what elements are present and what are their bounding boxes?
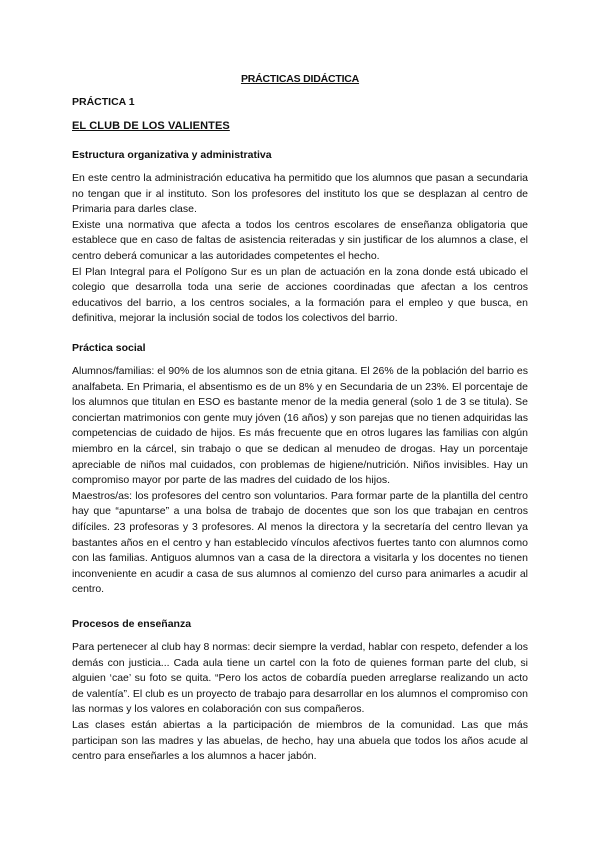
paragraph: Maestros/as: los profesores del centro son voluntarios. Para formar parte de la plantilla del centro hay que “apuntarse” a una bolsa de trabajo de docentes que son los que trabajan en centros difíciles. 23 profesoras y 3 profesores. Al menos la directora y la secretaría del centro llevan ya bastantes años en el centro y han establecido vínculos afectivos fuertes tanto con alumnos como con las familias. Antiguos alumnos van a casa de la directora a visitarla y los docentes no tienen inconveniente en acudir a casa de sus alumnos al comienzo del curso para animarles a acudir al centro. [72, 489, 528, 596]
paragraph: Las clases están abiertas a la participación de miembros de la comunidad. Las que más participan son las madres y las abuelas, de hecho, hay una abuela que todos los años acude al centro para enseñarles a los alumnos a hacer jabón. [72, 718, 528, 763]
practice-label: PRÁCTICA 1 [72, 96, 135, 108]
section-heading: Estructura organizativa y administrativa [72, 149, 272, 161]
paragraph: Alumnos/familias: el 90% de los alumnos son de etnia gitana. El 26% de la población del barrio es analfabeta. En Primaria, el absentismo es de un 8% y en Secundaria de un 23%. El porcentaje de los alumnos que titulan en ESO es bastante menor de la media general (solo 1 de 3 se titula). Se conciertan matrimonios con gente muy jóven (16 años) y son parejas que no tienen adquiridas las competencias de cuidado de hijos. Es más frecuente que en otros lugares las familias con algún miembro en la cárcel, sin trabajo o que se dedican al menudeo de drogas. Hay un porcentaje apreciable de niños mal cuidados, con problemas de higiene/nutrición. Niños invisibles. Hay un compromiso mayor por parte de las madres del cuidado de los hijos. [72, 365, 528, 487]
document-title: PRÁCTICAS DIDÁCTICA [240, 73, 360, 85]
section-heading: Práctica social [72, 342, 146, 354]
club-title: EL CLUB DE LOS VALIENTES [72, 120, 230, 132]
paragraph: El Plan Integral para el Polígono Sur es un plan de actuación en la zona donde está ubicado el colegio que desarrolla toda una serie de acciones coordinadas que afectan a los centros educativos del barrio, a los centros sociales, a la formación para el empleo y que busca, en definitiva, mejorar la inclusión social de todos los colectivos del barrio. [72, 265, 528, 325]
section-social-practice [72, 342, 528, 598]
section-teaching-processes [72, 618, 528, 765]
section-organizational-structure [72, 149, 528, 327]
paragraph: Para pertenecer al club hay 8 normas: decir siempre la verdad, hablar con respeto, defender a los demás con justicia... Cada aula tiene un cartel con la foto de quienes forman parte del club, si alguien ‘cae’ su foto se quita. “Pero los actos de cobardía pueden arreglarse realizando un acto de valentía”. El club es un proyecto de trabajo para desarrollar en los alumnos el compromiso con las normas y los valores en colaboración con sus compañeros. [72, 641, 528, 716]
paragraph: Existe una normativa que afecta a todos los centros escolares de enseñanza obligatoria que establece que en caso de faltas de asistencia reiteradas y sin justificar de los alumnos a clase, el centro deberá comunicar a las autoridades competentes el hecho. [72, 218, 528, 262]
section-heading: Procesos de enseñanza [72, 618, 192, 630]
paragraph: En este centro la administración educativa ha permitido que los alumnos que pasan a secundaria no tengan que ir al instituto. Son los profesores del instituto los que se desplazan al centro de Primaria para darles clase. [72, 172, 528, 216]
